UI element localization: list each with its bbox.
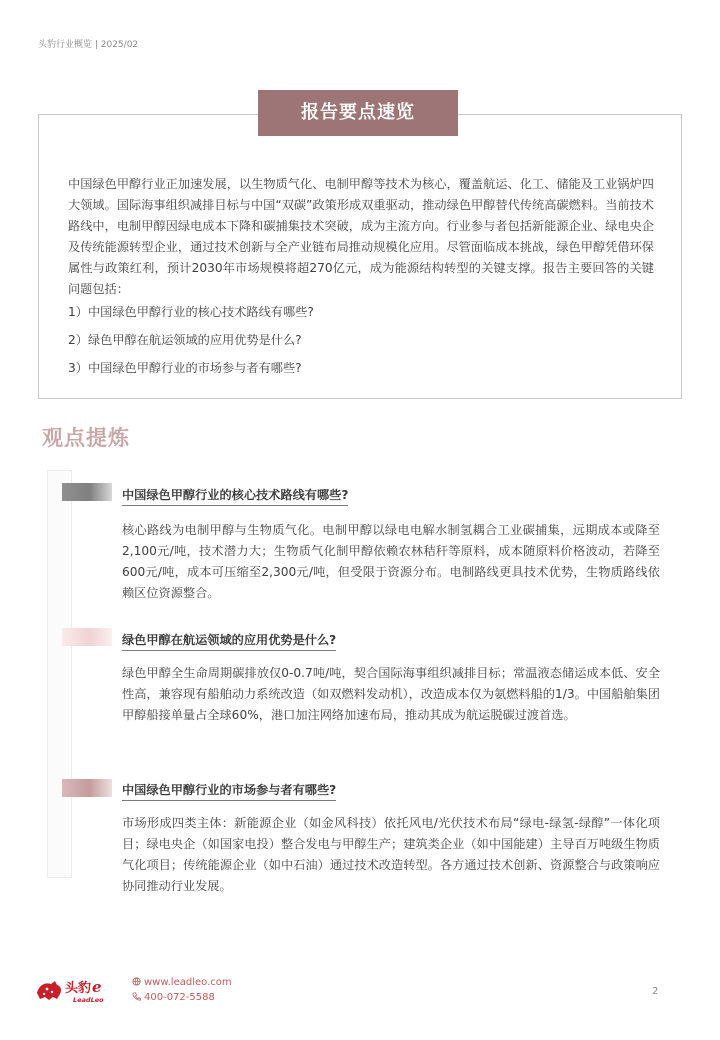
footer-website[interactable] — [132, 977, 232, 988]
website-text[interactable]: www.leadleo.com — [144, 977, 232, 988]
summary-paragraph: 中国绿色甲醇行业正加速发展，以生物质气化、电制甲醇等技术为核心，覆盖航运、化工、储能及工业锅炉四大领域。国际海事组织减排目标与中国“双碳”政策形成双重驱动，推动绿色甲醇替代传统高碳燃料。当前技术路线中，电制甲醇因绿电成本下降和碳捕集技术突破，成为主流方向。行业参与者包括新能源企业、绿电央企及传统能源转型企业，通过技术创新与全产业链布局推动规模化应用。尽管面临成本挑战，绿色甲醇凭借环保属性与政策红利，预计2030年市场规模将超270亿元，成为能源结构转型的关键支撑。报告主要回答的关键问题包括： — [68, 177, 654, 296]
insight-marker-bar — [62, 483, 112, 501]
svg-text:e: e — [92, 978, 102, 996]
phone-icon — [132, 992, 141, 1001]
globe-icon — [132, 977, 141, 986]
insight-body-1: 核心路线为电制甲醇与生物质气化。电制甲醇以绿电电解水制氢耦合工业碳捕集，远期成本或降至2,100元/吨，技术潜力大；生物质气化制甲醇依赖农林秸秆等原料，成本随原料价格波动，若降至600元/吨，成本可压缩至2,300元/吨，但受限于资源分布。电制路线更具技术优势，生物质路线依赖区位资源整合。 — [122, 523, 660, 600]
insight-heading-2: 绿色甲醇在航运领域的应用优势是什么? — [122, 631, 336, 651]
logo-wordmark: 头豹 — [65, 981, 92, 996]
insight-marker-bar — [62, 779, 112, 797]
decorative-side-rail — [47, 470, 72, 878]
leopard-logo-icon — [35, 975, 130, 1005]
summary-title: 报告要点速览 — [258, 90, 458, 136]
running-header: 头豹行业概览 | 2025/02 — [38, 40, 139, 50]
key-question-3: 3）中国绿色甲醇行业的市场参与者有哪些? — [68, 361, 302, 375]
key-question-2: 2）绿色甲醇在航运领域的应用优势是什么? — [68, 333, 302, 347]
phone-text[interactable]: 400-072-5588 — [144, 992, 215, 1003]
key-question-1: 1）中国绿色甲醇行业的核心技术路线有哪些? — [68, 305, 314, 319]
insight-marker-bar — [62, 628, 112, 646]
footer-phone[interactable] — [132, 992, 215, 1003]
insights-section-title: 观点提炼 — [42, 426, 130, 450]
insight-heading-1: 中国绿色甲醇行业的核心技术路线有哪些? — [122, 486, 348, 506]
logo-subtitle: LeadLeo — [73, 996, 104, 1004]
insight-body-3: 市场形成四类主体：新能源企业（如金风科技）依托风电/光伏技术布局“绿电-绿氢-绿醇”一体化项目；绿电央企（如国家电投）整合发电与甲醇生产；建筑类企业（如中国能建）主导百万吨级生物质气化项目；传统能源企业（如中石油）通过技术改造转型。各方通过技术创新、资源整合与政策响应协同推动行业发展。 — [122, 816, 660, 893]
insight-heading-3: 中国绿色甲醇行业的市场参与者有哪些? — [122, 781, 336, 801]
insight-body-2: 绿色甲醇全生命周期碳排放仅0-0.7吨/吨，契合国际海事组织减排目标；常温液态储运成本低、安全性高，兼容现有船舶动力系统改造（如双燃料发动机），改造成本仅为氨燃料船的1/3。中国船舶集团甲醇船接单量占全球60%，港口加注网络加速布局，推动其成为航运脱碳过渡首选。 — [122, 666, 660, 722]
page-number: 2 — [652, 986, 659, 997]
